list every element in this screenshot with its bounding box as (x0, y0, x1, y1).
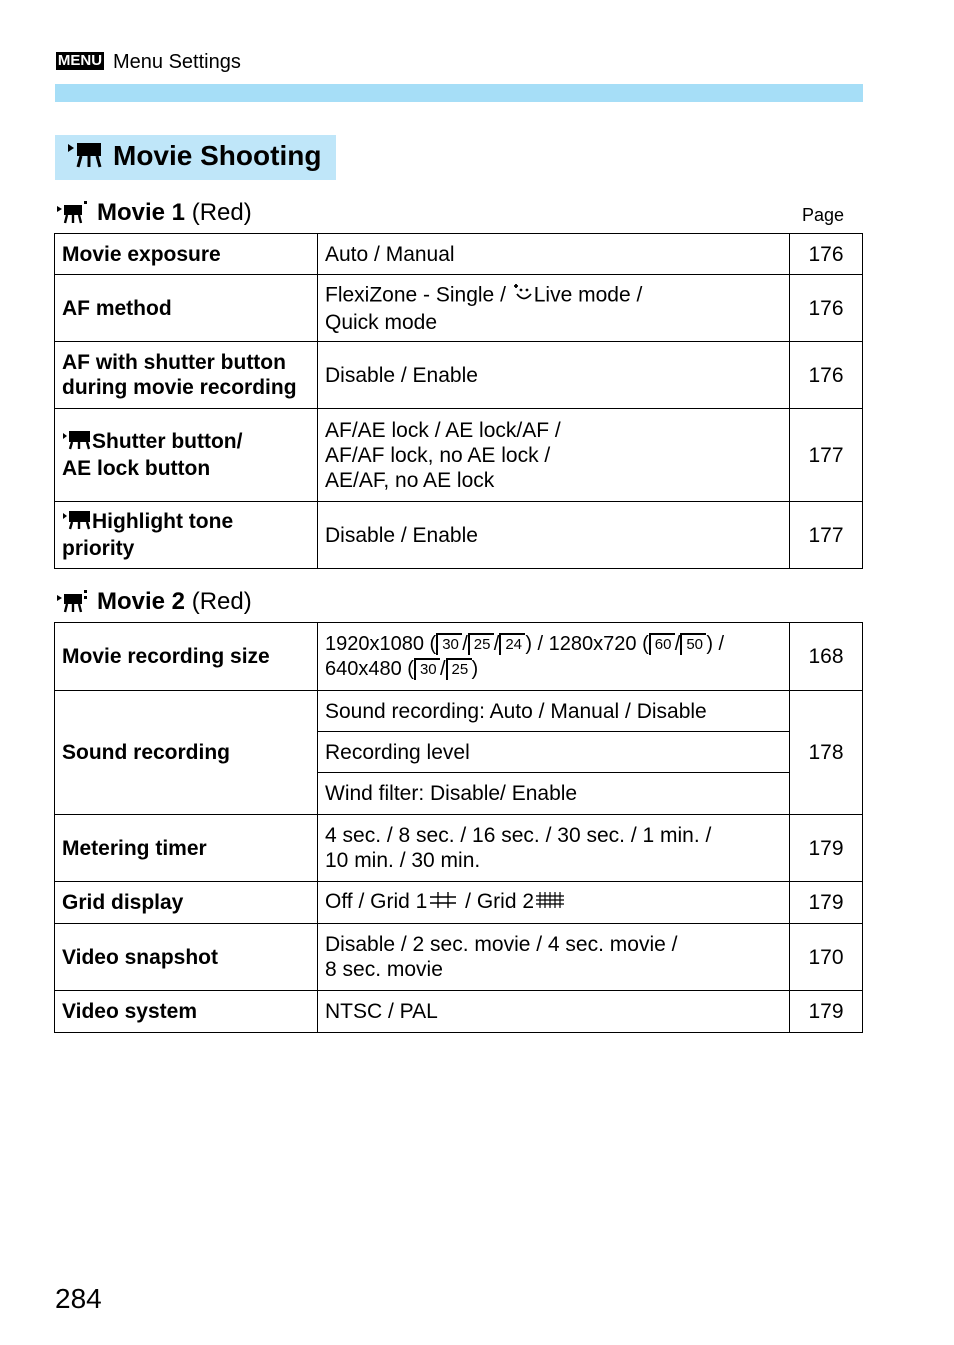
movie-camera-1-icon (56, 201, 90, 230)
grid-options-a: Off / Grid 1 (325, 890, 428, 914)
page-ref: 176 (790, 234, 863, 275)
rec-size-text-5: ) (471, 657, 479, 680)
frame-rate-50-icon (680, 633, 706, 655)
setting-name-line1: Highlight tone (92, 510, 234, 534)
table-row (55, 882, 863, 924)
table-row (55, 623, 863, 691)
page-ref: 168 (790, 623, 863, 691)
setting-name (55, 409, 318, 502)
setting-options: Disable / Enable (318, 342, 790, 409)
setting-name: Video system (55, 991, 318, 1033)
page-ref: 178 (790, 691, 863, 815)
frame-rate-30-icon (436, 633, 462, 655)
af-method-options-b: Live mode / (533, 283, 643, 307)
header-bar (55, 84, 863, 102)
setting-options: NTSC / PAL (318, 991, 790, 1033)
setting-name: Movie recording size (55, 623, 318, 691)
page-number: 284 (55, 1283, 102, 1314)
options-line1: Disable / 2 sec. movie / 4 sec. movie / (325, 933, 678, 956)
frame-rate-50-label: 50 (686, 636, 703, 654)
frame-rate-60-icon (649, 633, 675, 655)
af-method-options-line2: Quick mode (325, 310, 438, 334)
movie-camera-icon (67, 141, 103, 174)
frame-rate-30-label: 30 (442, 636, 459, 654)
table-row (55, 991, 863, 1033)
grid-1-icon (427, 890, 459, 916)
setting-name (55, 342, 318, 409)
rec-size-text-2: ) / 1280x720 ( (525, 632, 649, 655)
setting-name-line1: AF with shutter button (62, 351, 286, 374)
setting-name-line1: Shutter button/ (92, 430, 243, 454)
page-title: Movie Shooting (113, 140, 322, 171)
setting-options: Wind filter: Disable/ Enable (318, 773, 790, 815)
setting-options (318, 882, 790, 924)
setting-name: AF method (55, 275, 318, 342)
page-ref: 177 (790, 409, 863, 502)
frame-rate-25-label: 25 (473, 636, 491, 654)
frame-rate-25-label: 25 (451, 661, 469, 679)
movie1-heading-suffix: (Red) (185, 199, 252, 226)
setting-options (318, 275, 790, 342)
movie2-heading-suffix: (Red) (185, 588, 252, 615)
table-row (55, 275, 863, 342)
rec-size-text-4: 640x480 ( (325, 657, 414, 680)
page-title-box (55, 135, 336, 180)
movie2-table (54, 622, 863, 1033)
page-ref: 179 (790, 815, 863, 882)
page-ref: 176 (790, 275, 863, 342)
menu-badge: MENU (57, 52, 103, 69)
frame-rate-30-icon (414, 658, 440, 680)
setting-name: Grid display (55, 882, 318, 924)
frame-rate-24-label: 24 (505, 636, 523, 654)
frame-rate-25-icon (468, 633, 494, 655)
table-row (55, 342, 863, 409)
setting-name (55, 502, 318, 569)
setting-options: Sound recording: Auto / Manual / Disable (318, 691, 790, 732)
movie-camera-2-icon (56, 590, 90, 619)
movie-mode-icon (62, 430, 92, 456)
options-line1: 4 sec. / 8 sec. / 16 sec. / 30 sec. / 1 min. / (325, 824, 712, 847)
setting-name: Sound recording (55, 691, 318, 815)
options-line3: AE/AF, no AE lock (325, 468, 495, 492)
page-ref: 170 (790, 924, 863, 991)
movie2-heading-bold: Movie 2 (97, 588, 186, 615)
table-row (55, 691, 863, 732)
setting-options (318, 815, 790, 882)
options-line1: AF/AE lock / AE lock/AF / (325, 418, 561, 442)
setting-options (318, 924, 790, 991)
options-line2: 8 sec. movie (325, 958, 443, 981)
movie1-table (54, 233, 863, 569)
setting-name: Video snapshot (55, 924, 318, 991)
setting-options: Disable / Enable (318, 502, 790, 569)
page-ref: 179 (790, 882, 863, 924)
setting-name-line2: during movie recording (62, 376, 297, 399)
options-line2: AF/AF lock, no AE lock / (325, 443, 551, 467)
frame-rate-60-label: 60 (654, 636, 672, 654)
setting-options: 1920x1080 ( 30 / 25 / 24 ) / 1280x720 ( 60 / 50 ) / 640x480 ( 30 / 25 ) (318, 623, 790, 691)
setting-name-line2: AE lock button (62, 456, 211, 480)
options-line2: 10 min. / 30 min. (325, 849, 481, 872)
face-tracking-icon (512, 282, 534, 310)
frame-rate-30-label: 30 (419, 661, 437, 679)
af-method-options-a: FlexiZone - Single / (325, 283, 512, 307)
table-row (55, 409, 863, 502)
table-row (55, 502, 863, 569)
setting-name: Metering timer (55, 815, 318, 882)
frame-rate-24-icon (499, 633, 525, 655)
frame-rate-25-icon (446, 658, 472, 680)
page-ref: 176 (790, 342, 863, 409)
table-row (55, 924, 863, 991)
setting-options (318, 409, 790, 502)
setting-name: Movie exposure (55, 234, 318, 275)
movie-mode-icon (62, 510, 92, 536)
setting-options: Auto / Manual (318, 234, 790, 275)
page-column-label: Page (802, 205, 845, 225)
rec-size-text-3: ) / (706, 632, 725, 655)
rec-size-text-1: 1920x1080 ( (325, 632, 437, 655)
page-ref: 177 (790, 502, 863, 569)
movie1-heading (97, 198, 252, 228)
grid-options-b: / Grid 2 (459, 890, 535, 914)
table-row (55, 234, 863, 275)
setting-name-line2: priority (62, 536, 135, 560)
movie2-heading (97, 587, 252, 617)
setting-options: Recording level (318, 732, 790, 773)
movie1-heading-bold: Movie 1 (97, 199, 186, 226)
grid-2-icon (534, 890, 566, 916)
page-ref: 179 (790, 991, 863, 1033)
table-row (55, 815, 863, 882)
header-section-title: Menu Settings (113, 51, 241, 73)
